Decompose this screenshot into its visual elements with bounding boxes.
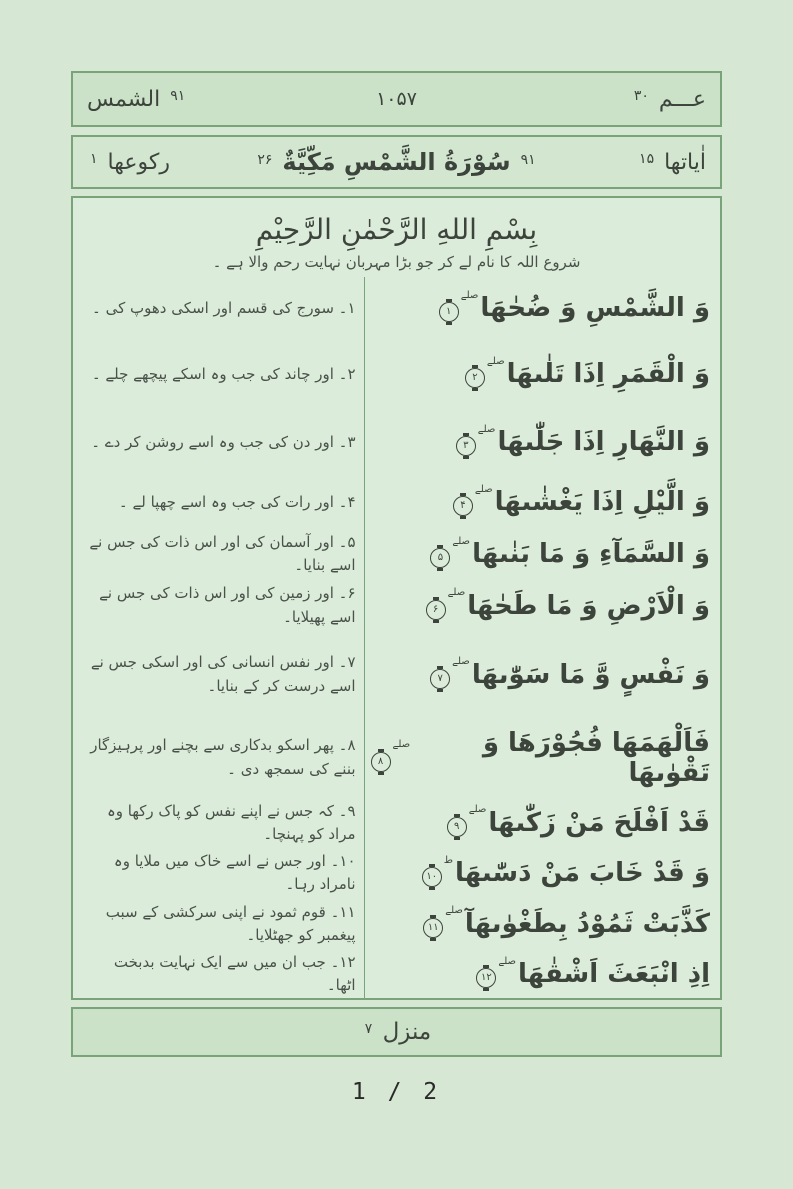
verse-arabic-text: وَ الْقَمَرِ اِذَا تَلٰىهَا (506, 359, 710, 390)
ruku-count-number: ۱ (90, 150, 98, 167)
verse-row (73, 529, 720, 580)
ayah-number-marker: ۳ (456, 436, 476, 456)
pause-mark: ط (443, 854, 453, 866)
verse-urdu-translation: ۷۔ اور نفس انسانی کی اور اسکی جس نے اسے درست کر کے بنایا۔ (90, 653, 356, 695)
surah-info (87, 87, 259, 112)
pause-mark: صلے (477, 423, 496, 435)
verse-urdu-translation: ۶۔ اور زمین کی اور اس ذات کی جس نے اسے پھیلایا۔ (99, 584, 356, 626)
verse-arabic-text: وَ الشَّمْسِ وَ ضُحٰهَا (480, 293, 710, 324)
manzil-number: ۷ (364, 1021, 373, 1037)
verse-row (73, 339, 720, 409)
ayah-number-marker: ۱۱ (423, 918, 443, 938)
surah-title-number: ۹۱ (520, 152, 536, 168)
verse-arabic (364, 529, 720, 580)
surah-name: الشمس (87, 86, 161, 112)
verse-arabic-text: قَدْ اَفْلَحَ مَنْ زَكّٰىهَا (488, 807, 710, 838)
pause-mark: صلے (392, 739, 411, 751)
verse-arabic (364, 718, 720, 798)
content-box (71, 196, 722, 1000)
juz-info (534, 87, 706, 112)
ayah-number-marker: ۱۲ (476, 968, 496, 988)
verse-arabic-text: وَ الْاَرْضِ وَ مَا طَحٰهَا (467, 590, 710, 621)
page-indicator: 1 / 2 (351, 1079, 442, 1105)
manzil-band (71, 1007, 722, 1057)
verse-row (73, 949, 720, 1000)
verse-urdu-translation: ۱۱۔ قوم ثمود نے اپنی سرکشی کے سبب پیغمبر کو جھٹلایا۔ (105, 902, 356, 944)
verse-row (73, 718, 720, 798)
quran-page (0, 71, 793, 1189)
verse-urdu-translation: ۱۔ سورج کی قسم اور اسکی دھوپ کی ۔ (92, 298, 356, 317)
verse-arabic-text: وَ نَفْسٍ وَّ مَا سَوّٰىهَا (471, 659, 710, 690)
ayah-number-marker: ۸ (371, 752, 391, 772)
verse-arabic-text: وَ قَدْ خَابَ مَنْ دَسّٰىهَا (455, 858, 710, 889)
verse-row (73, 899, 720, 950)
pause-mark: صلے (447, 587, 466, 599)
ayah-number-marker: ۴ (453, 496, 473, 516)
verse-arabic (364, 277, 720, 339)
verse-arabic-text: اِذِ انْبَعَثَ اَشْقٰهَا (518, 959, 710, 990)
verse-arabic (364, 949, 720, 1000)
verse-arabic (364, 475, 720, 529)
pause-mark: صلے (486, 355, 505, 367)
verse-urdu-translation: ۳۔ اور دن کی جب وہ اسے روشن کر دے ۔ (91, 432, 356, 451)
ayah-number-marker: ۲ (465, 368, 485, 388)
surah-title-band (71, 135, 722, 189)
pause-mark: صلے (445, 905, 463, 917)
verse-arabic (364, 339, 720, 409)
verse-row (73, 580, 720, 632)
ayah-number-marker: ۹ (447, 817, 467, 837)
ayah-number-marker: ۷ (430, 669, 450, 689)
pause-mark: صلے (498, 955, 517, 967)
verse-arabic (364, 409, 720, 475)
verse-arabic (364, 798, 720, 849)
verse-arabic (364, 848, 720, 899)
ayah-number-marker: ۶ (426, 600, 446, 620)
verse-arabic-text: فَاَلْهَمَهَا فُجُوْرَهَا وَ تَقْوٰىهَا (482, 727, 710, 788)
bismillah-arabic: بِسْمِ اللهِ الرَّحْمٰنِ الرَّحِيْمِ (255, 213, 538, 246)
verse-row (73, 277, 720, 339)
juz-number: ۳۰ (633, 87, 649, 104)
verse-row (73, 798, 720, 849)
ayah-number-marker: ۱۰ (422, 867, 442, 887)
verse-arabic-text: وَ الَّيْلِ اِذَا يَغْشٰىهَا (494, 487, 710, 518)
pause-mark: صلے (460, 289, 479, 301)
header-band (71, 71, 722, 127)
verse-urdu-translation: ۲۔ اور چاند کی جب وہ اسکے پیچھے چلے ۔ (91, 364, 356, 383)
verse-urdu-translation: ۱۰۔ اور جس نے اسے خاک میں ملایا وہ نامراد رہا۔ (113, 852, 356, 894)
verse-urdu-translation: ۸۔ پھر اسکو بدکاری سے بچنے اور پرہیزگار بننے کی سمجھ دی ۔ (90, 736, 356, 778)
verse-urdu-translation: ۴۔ اور رات کی جب وہ اسے چھپا لے ۔ (118, 492, 356, 511)
juz-label: عـــم (658, 86, 706, 112)
verses-list (73, 277, 720, 1000)
pause-mark: صلے (452, 656, 470, 668)
verse-arabic-text: كَذَّبَتْ ثَمُوْدُ بِطَغْوٰىهَآ (464, 908, 710, 939)
page-number: ۱۰۵۷ (376, 88, 417, 110)
surah-number: ۹۱ (170, 87, 186, 104)
ayah-number-marker: ۱ (439, 302, 459, 322)
ayah-number-marker: ۵ (430, 548, 450, 568)
ruku-count-label: رکوعها (107, 149, 170, 175)
surah-title-text: سُوْرَةُ الشَّمْسِ مَکِّیَّةٌ (282, 148, 511, 176)
manzil-info (362, 1019, 432, 1045)
verse-urdu-translation: ۱۲۔ جب ان میں سے ایک نہایت بدبخت اٹھا۔ (113, 953, 356, 995)
verse-urdu-translation: ۵۔ اور آسمان کی اور اس ذات کی جس نے اسے بنایا۔ (89, 533, 356, 575)
surah-title (254, 148, 538, 176)
verse-arabic (364, 580, 720, 632)
pause-mark: صلے (452, 535, 471, 547)
verse-row (73, 632, 720, 718)
verse-arabic-text: وَ السَّمَآءِ وَ مَا بَنٰىهَا (472, 539, 710, 570)
ruku-count (87, 150, 254, 175)
ayat-count (539, 150, 706, 175)
pause-mark: صلے (474, 483, 493, 495)
ayat-count-label: اٰیاتها (664, 149, 706, 175)
ayat-count-number: ۱۵ (639, 150, 655, 167)
verse-row (73, 475, 720, 529)
revelation-order-number: ۲۶ (257, 152, 273, 168)
pause-mark: صلے (468, 804, 487, 816)
bismillah-urdu-translation: شروع اللہ کا نام لے کر جو بڑا مہربان نہایت رحم والا ہے ۔ (212, 253, 581, 272)
verse-arabic (364, 632, 720, 718)
verse-urdu-translation: ۹۔ کہ جس نے اپنے نفس کو پاک رکھا وہ مراد کو پہنچا۔ (106, 801, 356, 843)
verse-row (73, 409, 720, 475)
verse-arabic-text: وَ النَّهَارِ اِذَا جَلّٰىهَا (497, 427, 710, 458)
manzil-label: منزل (382, 1019, 432, 1045)
verse-arabic (364, 899, 720, 950)
verse-row (73, 848, 720, 899)
